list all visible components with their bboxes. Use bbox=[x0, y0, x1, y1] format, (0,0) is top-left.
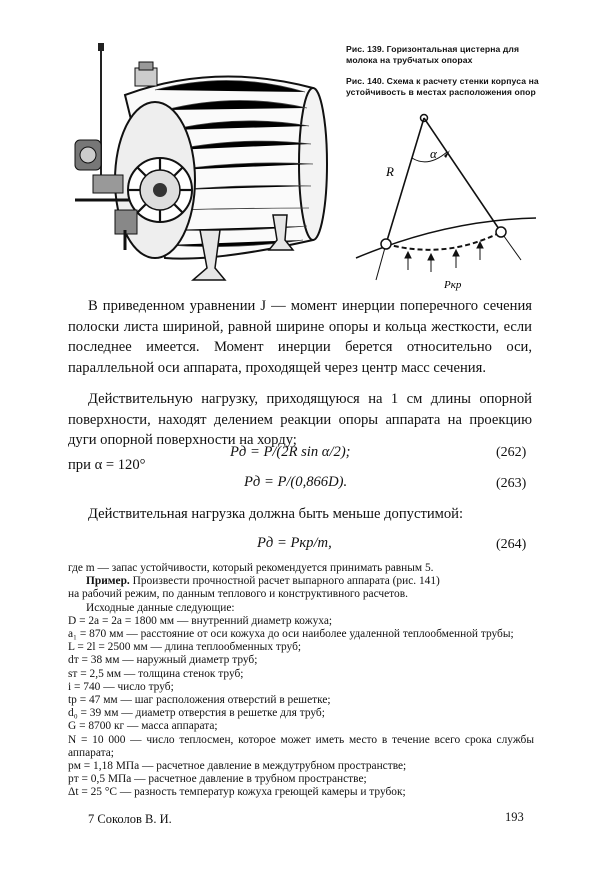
where-line: где m — запас устойчивости, который рекомендуется принимать равным 5. bbox=[68, 562, 434, 574]
data-item: L = 2l = 2500 мм — длина теплообменных труб; bbox=[68, 641, 302, 654]
example-heading-line bbox=[68, 575, 534, 588]
data-item: i = 740 — число труб; bbox=[68, 680, 174, 693]
radius-label: R bbox=[386, 164, 394, 179]
angle-label: α bbox=[430, 146, 437, 161]
footer-signature: 7 Соколов В. И. bbox=[88, 812, 172, 826]
figure-139-caption: Рис. 139. Горизонтальная цистерна для молока на трубчатых опорах bbox=[346, 44, 520, 65]
load-label: Pкр bbox=[444, 279, 462, 291]
data-item: a₁ = 870 мм — расстояние от оси кожуха до оси наиболее удаленной теплообменной трубы; bbox=[68, 628, 514, 641]
data-item: tр = 47 мм — шаг расположения отверстий в решетке; bbox=[68, 694, 331, 707]
data-item: pм = 1,18 МПа — расчетное давление в междутрубном пространстве; bbox=[68, 760, 407, 773]
data-item: Δt = 25 °С — разность температур кожуха греющей камеры и трубок; bbox=[68, 786, 406, 799]
equation-263: Pд = P/(0,866D). bbox=[244, 474, 348, 490]
stability-scheme bbox=[346, 110, 546, 300]
initial-data-heading: Исходные данные следующие: bbox=[86, 601, 235, 614]
body-paragraph-3: Действительная нагрузка должна быть меньше допустимой: bbox=[88, 506, 464, 522]
body-paragraph-1: В приведенном уравнении J — момент инерции поперечного сечения полоски листа шириной, равной ширине опоры и кольца жесткости, если последнее имеется. Момент инерции берется относительно оси, параллельной оси аппарата, проходящей через центр масс сечения. bbox=[68, 298, 532, 376]
example-line-1: Произвести прочностной расчет выпарного аппарата (рис. 141) bbox=[129, 575, 440, 588]
equation-264: Pд = Pкр/m, bbox=[257, 535, 332, 551]
body-paragraph-2: Действительную нагрузку, приходящуюся на 1 см длины опорной поверхности, находят делением реакции опоры аппарата на проекцию дуги опорной поверхности на хорду; bbox=[68, 391, 532, 449]
figure-140-caption: Рис. 140. Схема к расчету стенки корпуса на устойчивость в местах расположения опор bbox=[346, 76, 539, 97]
data-item: sт = 2,5 мм — толщина стенок труб; bbox=[68, 667, 244, 680]
equation-264-number: (264) bbox=[496, 537, 527, 552]
condition-text: при α = 120° bbox=[68, 457, 146, 473]
data-item: pт = 0,5 МПа — расчетное давление в трубном пространстве; bbox=[68, 773, 367, 786]
page-number: 193 bbox=[505, 810, 524, 824]
equation-262-number: (262) bbox=[496, 445, 527, 460]
figure-139-illustration bbox=[55, 40, 345, 285]
example-line-2: на рабочий режим, по данным теплового и конструктивного расчетов. bbox=[68, 588, 408, 601]
equation-263-number: (263) bbox=[496, 476, 527, 491]
data-item: d₀ = 39 мм — диаметр отверстия в решетке для труб; bbox=[68, 707, 325, 720]
example-title: Пример. bbox=[86, 575, 130, 588]
data-item: N = 10 000 — число теплосмен, которое может иметь место в течение всего срока службы аппарата; bbox=[68, 733, 534, 759]
data-item: dт = 38 мм — наружный диаметр труб; bbox=[68, 654, 258, 667]
figure-140-diagram bbox=[346, 110, 546, 300]
example-block bbox=[68, 562, 534, 800]
tank-drawing bbox=[55, 40, 345, 285]
equation-262: Pд = P/(2R sin α/2); bbox=[230, 444, 351, 460]
data-item: D = 2a = 2a = 1800 мм — внутренний диаметр кожуха; bbox=[68, 614, 333, 627]
data-item: G = 8700 кг — масса аппарата; bbox=[68, 720, 218, 733]
